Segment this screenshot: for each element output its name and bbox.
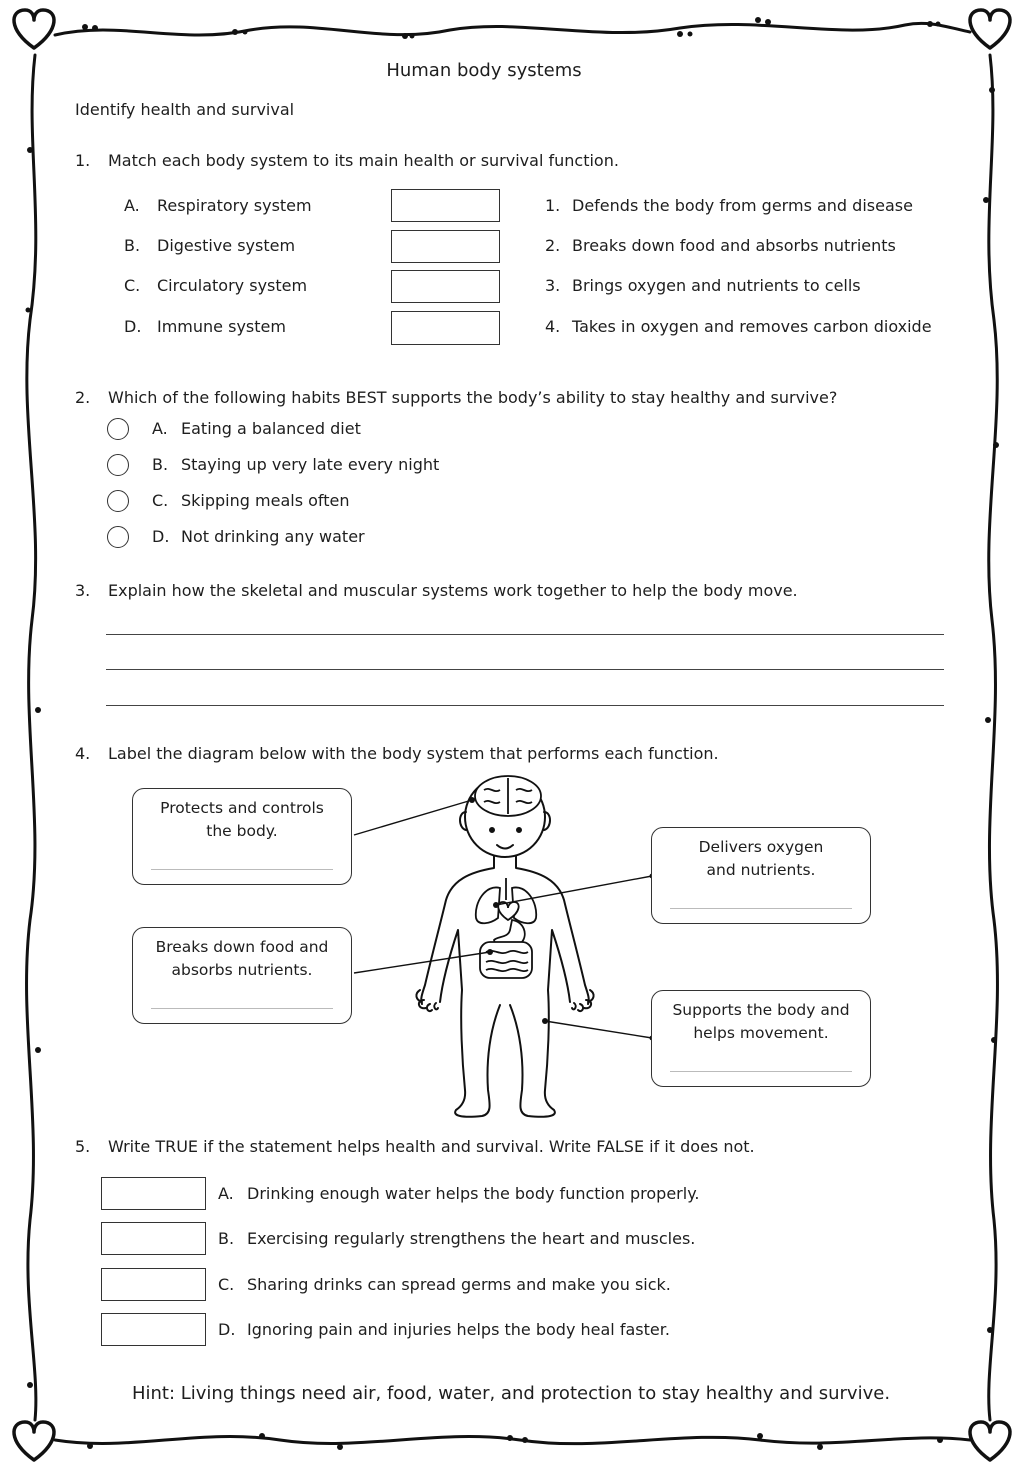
q4-number: 4. (75, 744, 91, 763)
q1-function-number: 4. (545, 317, 561, 336)
q5-answer-box[interactable] (101, 1268, 206, 1301)
q2-option-label: Eating a balanced diet (181, 419, 361, 438)
callout-text: Breaks down food and (155, 938, 329, 956)
stomach-icon (480, 920, 532, 978)
callout-text: helps movement. (693, 1024, 829, 1042)
callout-heart (651, 827, 871, 924)
q5-prompt: Write TRUE if the statement helps health and survival. Write FALSE if it does not. (108, 1137, 755, 1156)
hint-text: Hint: Living things need air, food, water, and protection to stay healthy and survive. (131, 1383, 891, 1404)
callout-text: Supports the body and (672, 1001, 850, 1019)
q4-prompt: Label the diagram below with the body system that performs each function. (108, 744, 719, 763)
q5-statement-letter: B. (218, 1229, 235, 1248)
q5-number: 5. (75, 1137, 91, 1156)
callout-stomach (132, 927, 352, 1024)
callout-brain (132, 788, 352, 885)
callout-text: absorbs nutrients. (171, 961, 313, 979)
q1-function-number: 1. (545, 196, 561, 215)
q5-answer-box[interactable] (101, 1177, 206, 1210)
q2-option-label: Skipping meals often (181, 491, 350, 510)
section-heading: Identify health and survival (75, 100, 295, 119)
q1-system-label: Respiratory system (157, 196, 312, 215)
callout-text: Delivers oxygen (698, 838, 824, 856)
q1-system-label: Immune system (157, 317, 286, 336)
q2-number: 2. (75, 388, 91, 407)
q1-function-number: 3. (545, 276, 561, 295)
q1-function-number: 2. (545, 236, 561, 255)
q1-system-letter: D. (124, 317, 142, 336)
q1-system-label: Digestive system (157, 236, 296, 255)
callout-text: the body. (206, 822, 278, 840)
page-title: Human body systems (386, 60, 582, 81)
q5-statement-letter: D. (218, 1320, 236, 1339)
q1-prompt: Match each body system to its main health or survival function. (108, 151, 619, 170)
q3-number: 3. (75, 581, 91, 600)
callout-answer-line[interactable] (670, 1071, 852, 1072)
q1-function-label: Defends the body from germs and disease (572, 196, 913, 215)
callout-answer-line[interactable] (151, 869, 333, 870)
q1-function-label: Takes in oxygen and removes carbon dioxide (572, 317, 932, 336)
q5-answer-box[interactable] (101, 1222, 206, 1255)
q1-system-letter: B. (124, 236, 141, 255)
callout-leg (651, 990, 871, 1087)
q2-option-label: Staying up very late every night (181, 455, 440, 474)
q1-number: 1. (75, 151, 91, 170)
q5-statement-label: Exercising regularly strengthens the heart and muscles. (247, 1229, 696, 1248)
q1-system-label: Circulatory system (157, 276, 308, 295)
q1-function-label: Brings oxygen and nutrients to cells (572, 276, 861, 295)
q2-prompt: Which of the following habits BEST supports the body’s ability to stay healthy and survive? (108, 388, 838, 407)
q2-option-letter: C. (152, 491, 169, 510)
q1-function-label: Breaks down food and absorbs nutrients (572, 236, 896, 255)
q1-system-letter: A. (124, 196, 140, 215)
q1-system-letter: C. (124, 276, 141, 295)
q5-statement-label: Drinking enough water helps the body function properly. (247, 1184, 700, 1203)
q2-option-letter: B. (152, 455, 169, 474)
q5-statement-letter: C. (218, 1275, 235, 1294)
brain-icon (475, 776, 541, 816)
q3-prompt: Explain how the skeletal and muscular systems work together to help the body move. (108, 581, 798, 600)
callout-answer-line[interactable] (670, 908, 852, 909)
q2-option-letter: A. (152, 419, 168, 438)
callout-text: and nutrients. (706, 861, 816, 879)
q2-option-label: Not drinking any water (181, 527, 365, 546)
q5-statement-label: Sharing drinks can spread germs and make you sick. (247, 1275, 671, 1294)
q5-answer-box[interactable] (101, 1313, 206, 1346)
callout-answer-line[interactable] (151, 1008, 333, 1009)
q2-option-letter: D. (152, 527, 170, 546)
q5-statement-label: Ignoring pain and injuries helps the body heal faster. (247, 1320, 670, 1339)
callout-text: Protects and controls (160, 799, 324, 817)
q5-statement-letter: A. (218, 1184, 234, 1203)
